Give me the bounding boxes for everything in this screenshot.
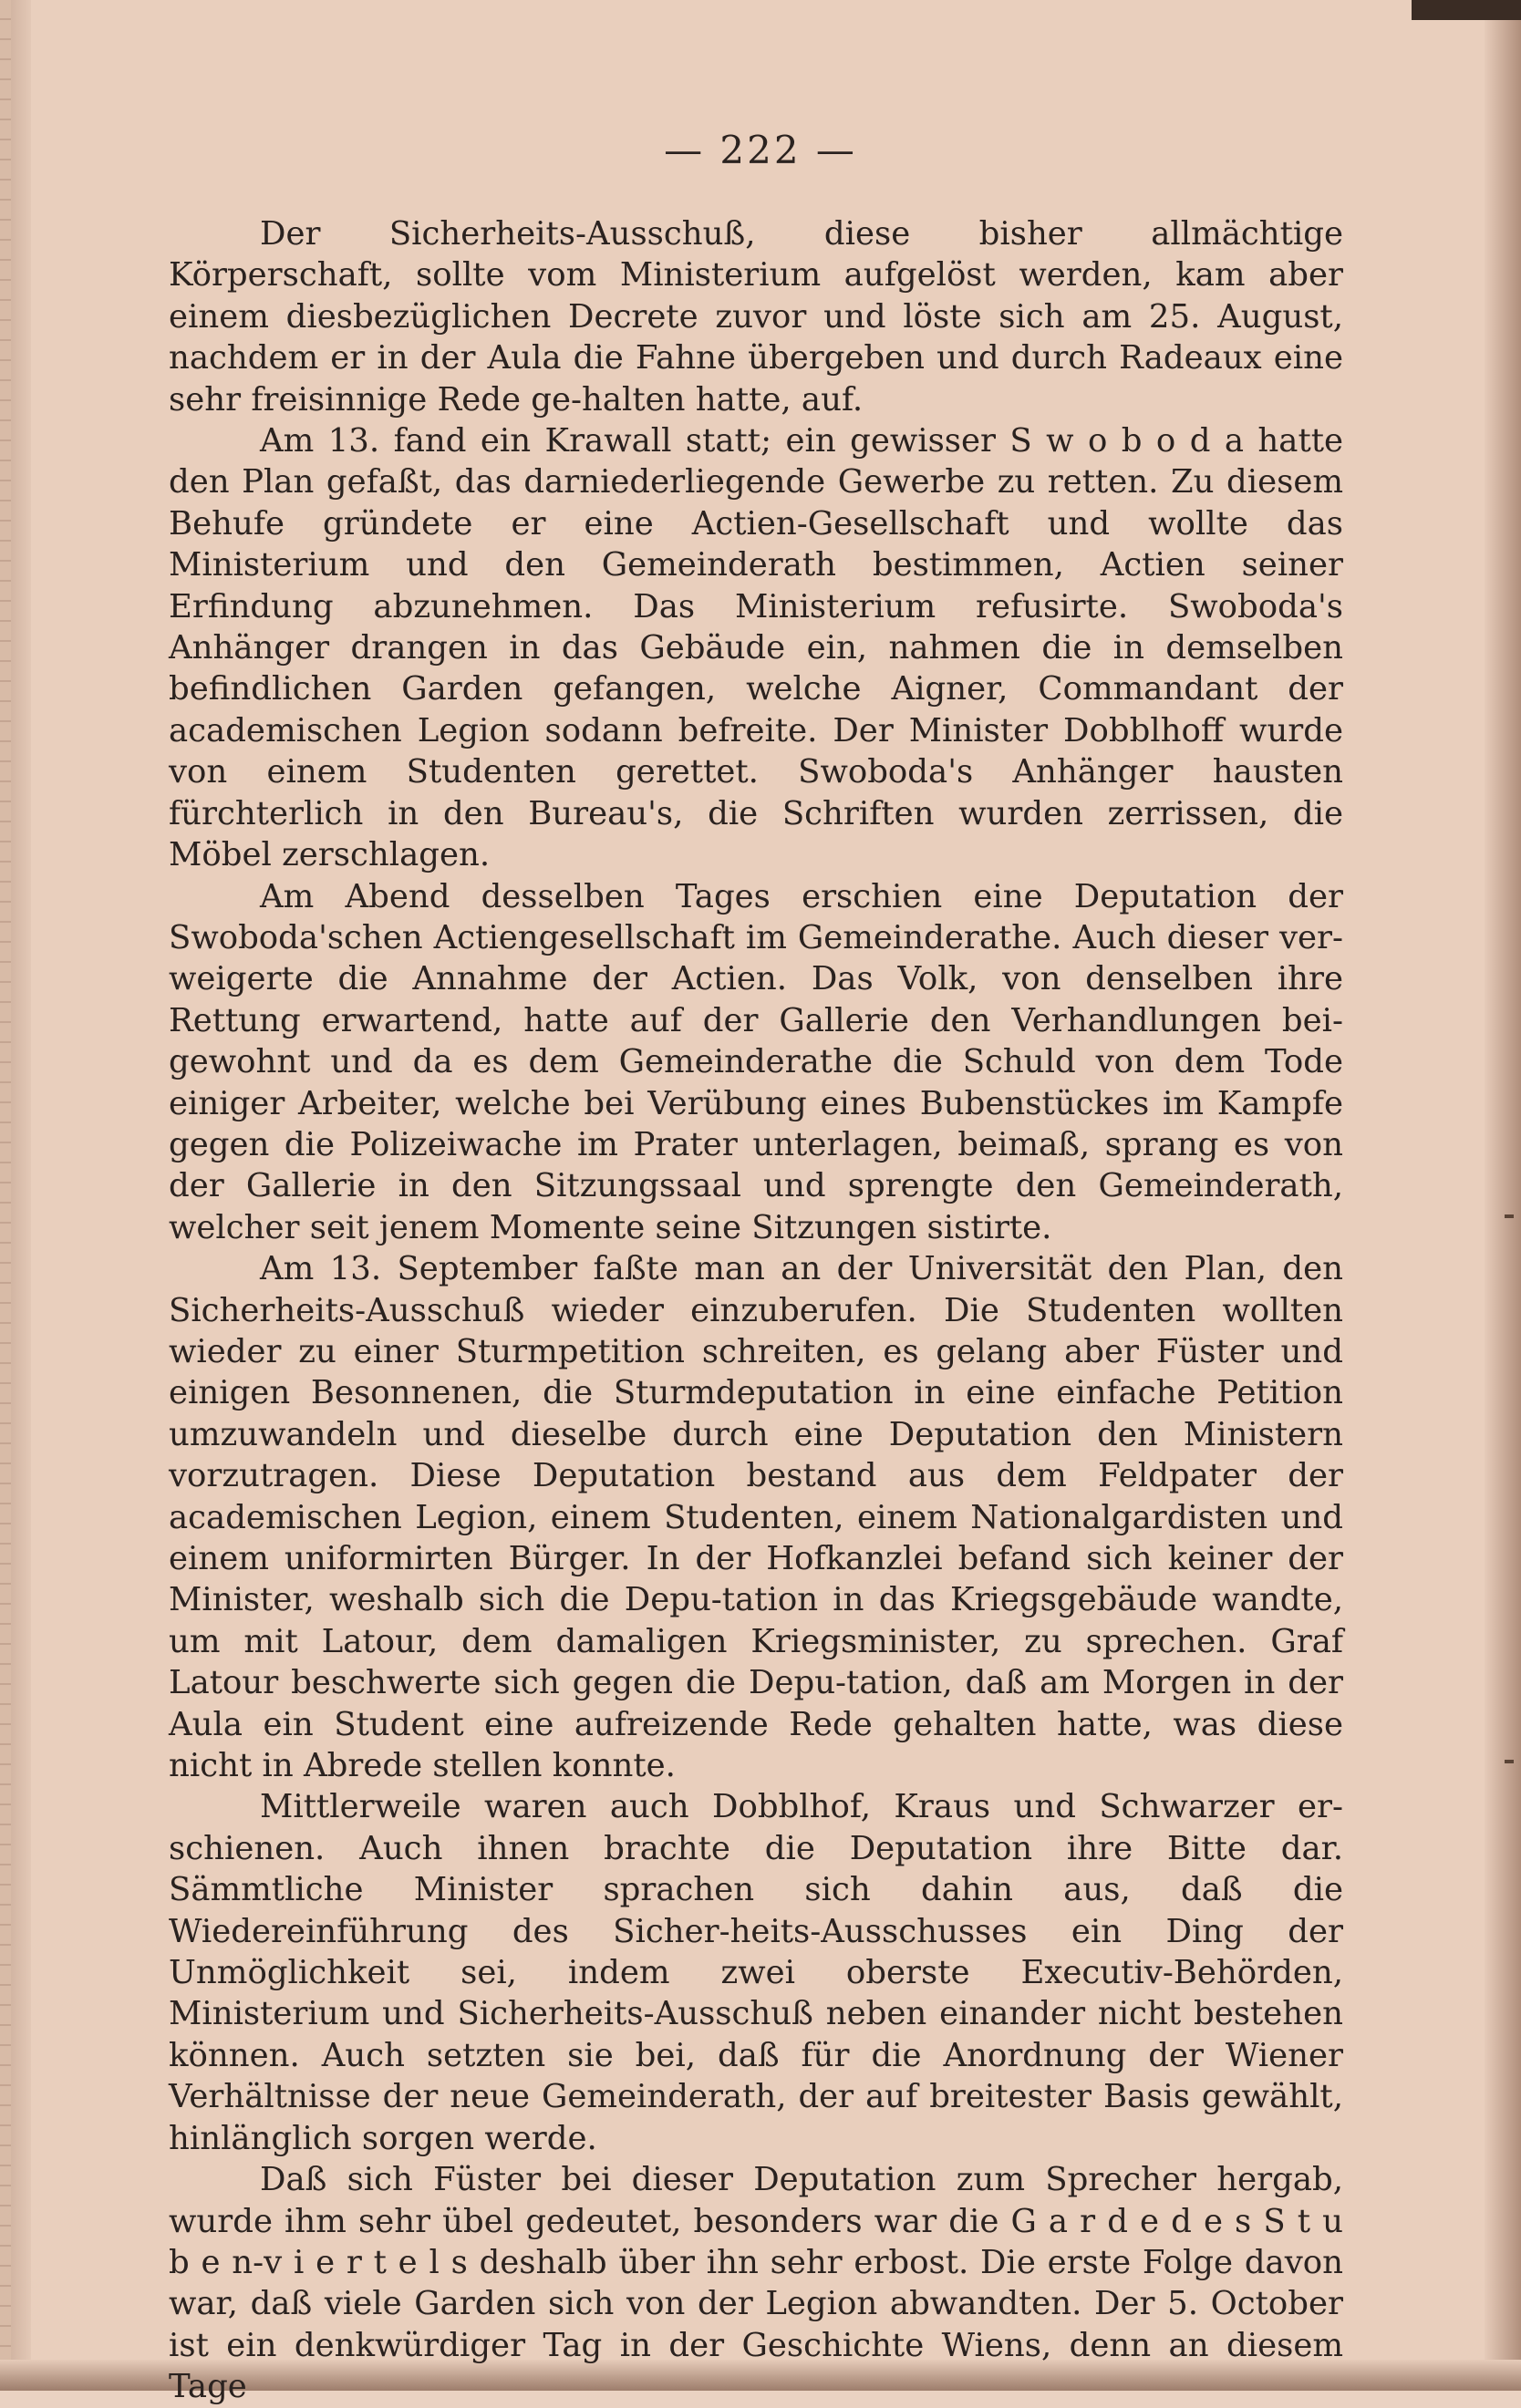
paragraph: Mittlerweile waren auch Dobblhof, Kraus und Schwarzer er-schienen. Auch ihnen brachte die Deputation ihre Bitte dar. Sämmtliche Minister sprachen sich dahin aus, daß die Wiedereinführung des Sicher-heits-Ausschusses ein Ding der Unmöglichkeit sei, indem zwei oberste Executiv-Behörden, Ministerium und Sicherheits-Ausschuß neben einander nicht bestehen können. Auch setzten sie bei, daß für die Anordnung der Wiener Verhältnisse der neue Gemeinderath, der auf breitester Basis gewählt, hinlänglich sorgen werde. [169, 1788, 1343, 2157]
edge-mark [1505, 1760, 1514, 1763]
paragraph: Am Abend desselben Tages erschien eine Deputation der Swoboda'schen Actiengesellschaft im Gemeinderathe. Auch dieser ver-weigerte die Annahme der Actien. Das Volk, von denselben ihre Rettung erwartend, hatte auf der Gallerie den Verhandlungen bei-gewohnt und da es dem Gemeinderathe die Schuld von dem Tode einiger Arbeiter, welche bei Verübung eines Bubenstückes im Kampfe gegen die Polizeiwache im Prater unterlagen, beimaß, sprang es von der Gallerie in den Sitzungssaal und sprengte den Gemeinderath, welcher seit jenem Momente seine Sitzungen sistirte. [169, 877, 1343, 1246]
page-number: — 222 — [664, 128, 857, 172]
right-page-edge [1485, 0, 1521, 2391]
body-text [169, 213, 1343, 2408]
paragraph: Der Sicherheits-Ausschuß, diese bisher allmächtige Körperschaft, sollte vom Ministerium aufgelöst werden, kam aber einem diesbezüglichen Decrete zuvor und löste sich am 25. August, nachdem er in der Aula die Fahne übergeben und durch Radeaux eine sehr freisinnige Rede ge-halten hatte, auf. [169, 215, 1343, 419]
paragraph: Daß sich Füster bei dieser Deputation zum Sprecher hergab, wurde ihm sehr übel gedeutet, besonders war die G a r d e d e s S t u b e n-v i e r t e l s deshalb über ihn sehr erbost. Die erste Folge davon war, daß viele Garden sich von der Legion abwandten. Der 5. October ist ein denkwürdiger Tag in der Geschichte Wiens, denn an diesem Tage [169, 2161, 1343, 2406]
edge-mark [1505, 1214, 1514, 1218]
paragraph: Am 13. September faßte man an der Universität den Plan, den Sicherheits-Ausschuß wieder einzuberufen. Die Studenten wollten wieder zu einer Sturmpetition schreiten, es gelang aber Füster und einigen Besonnenen, die Sturmdeputation in eine einfache Petition umzuwandeln und dieselbe durch eine Deputation den Ministern vorzutragen. Diese Deputation bestand aus dem Feldpater der academischen Legion, einem Studenten, einem Nationalgardisten und einem uniformirten Bürger. In der Hofkanzlei befand sich keiner der Minister, weshalb sich die Depu-tation in das Kriegsgebäude wandte, um mit Latour, dem damaligen Kriegsminister, zu sprechen. Graf Latour beschwerte sich gegen die Depu-tation, daß am Morgen in der Aula ein Student eine aufreizende Rede gehalten hatte, was diese nicht in Abrede stellen konnte. [169, 1250, 1343, 1785]
paragraph: Am 13. fand ein Krawall statt; ein gewisser S w o b o d a hatte den Plan gefaßt, das darniederliegende Gewerbe zu retten. Zu diesem Behufe gründete er eine Actien-Gesellschaft und wollte das Ministerium und den Gemeinderath bestimmen, Actien seiner Erfindung abzunehmen. Das Ministerium refusirte. Swoboda's Anhänger drangen in das Gebäude ein, nahmen die in demselben befindlichen Garden gefangen, welche Aigner, Commandant der academischen Legion sodann befreite. Der Minister Dobblhoff wurde von einem Studenten gerettet. Swoboda's Anhänger hausten fürchterlich in den Bureau's, die Schriften wurden zerrissen, die Möbel zerschlagen. [169, 422, 1343, 874]
book-binding [1412, 0, 1521, 20]
scan-ruler [0, 0, 11, 2391]
